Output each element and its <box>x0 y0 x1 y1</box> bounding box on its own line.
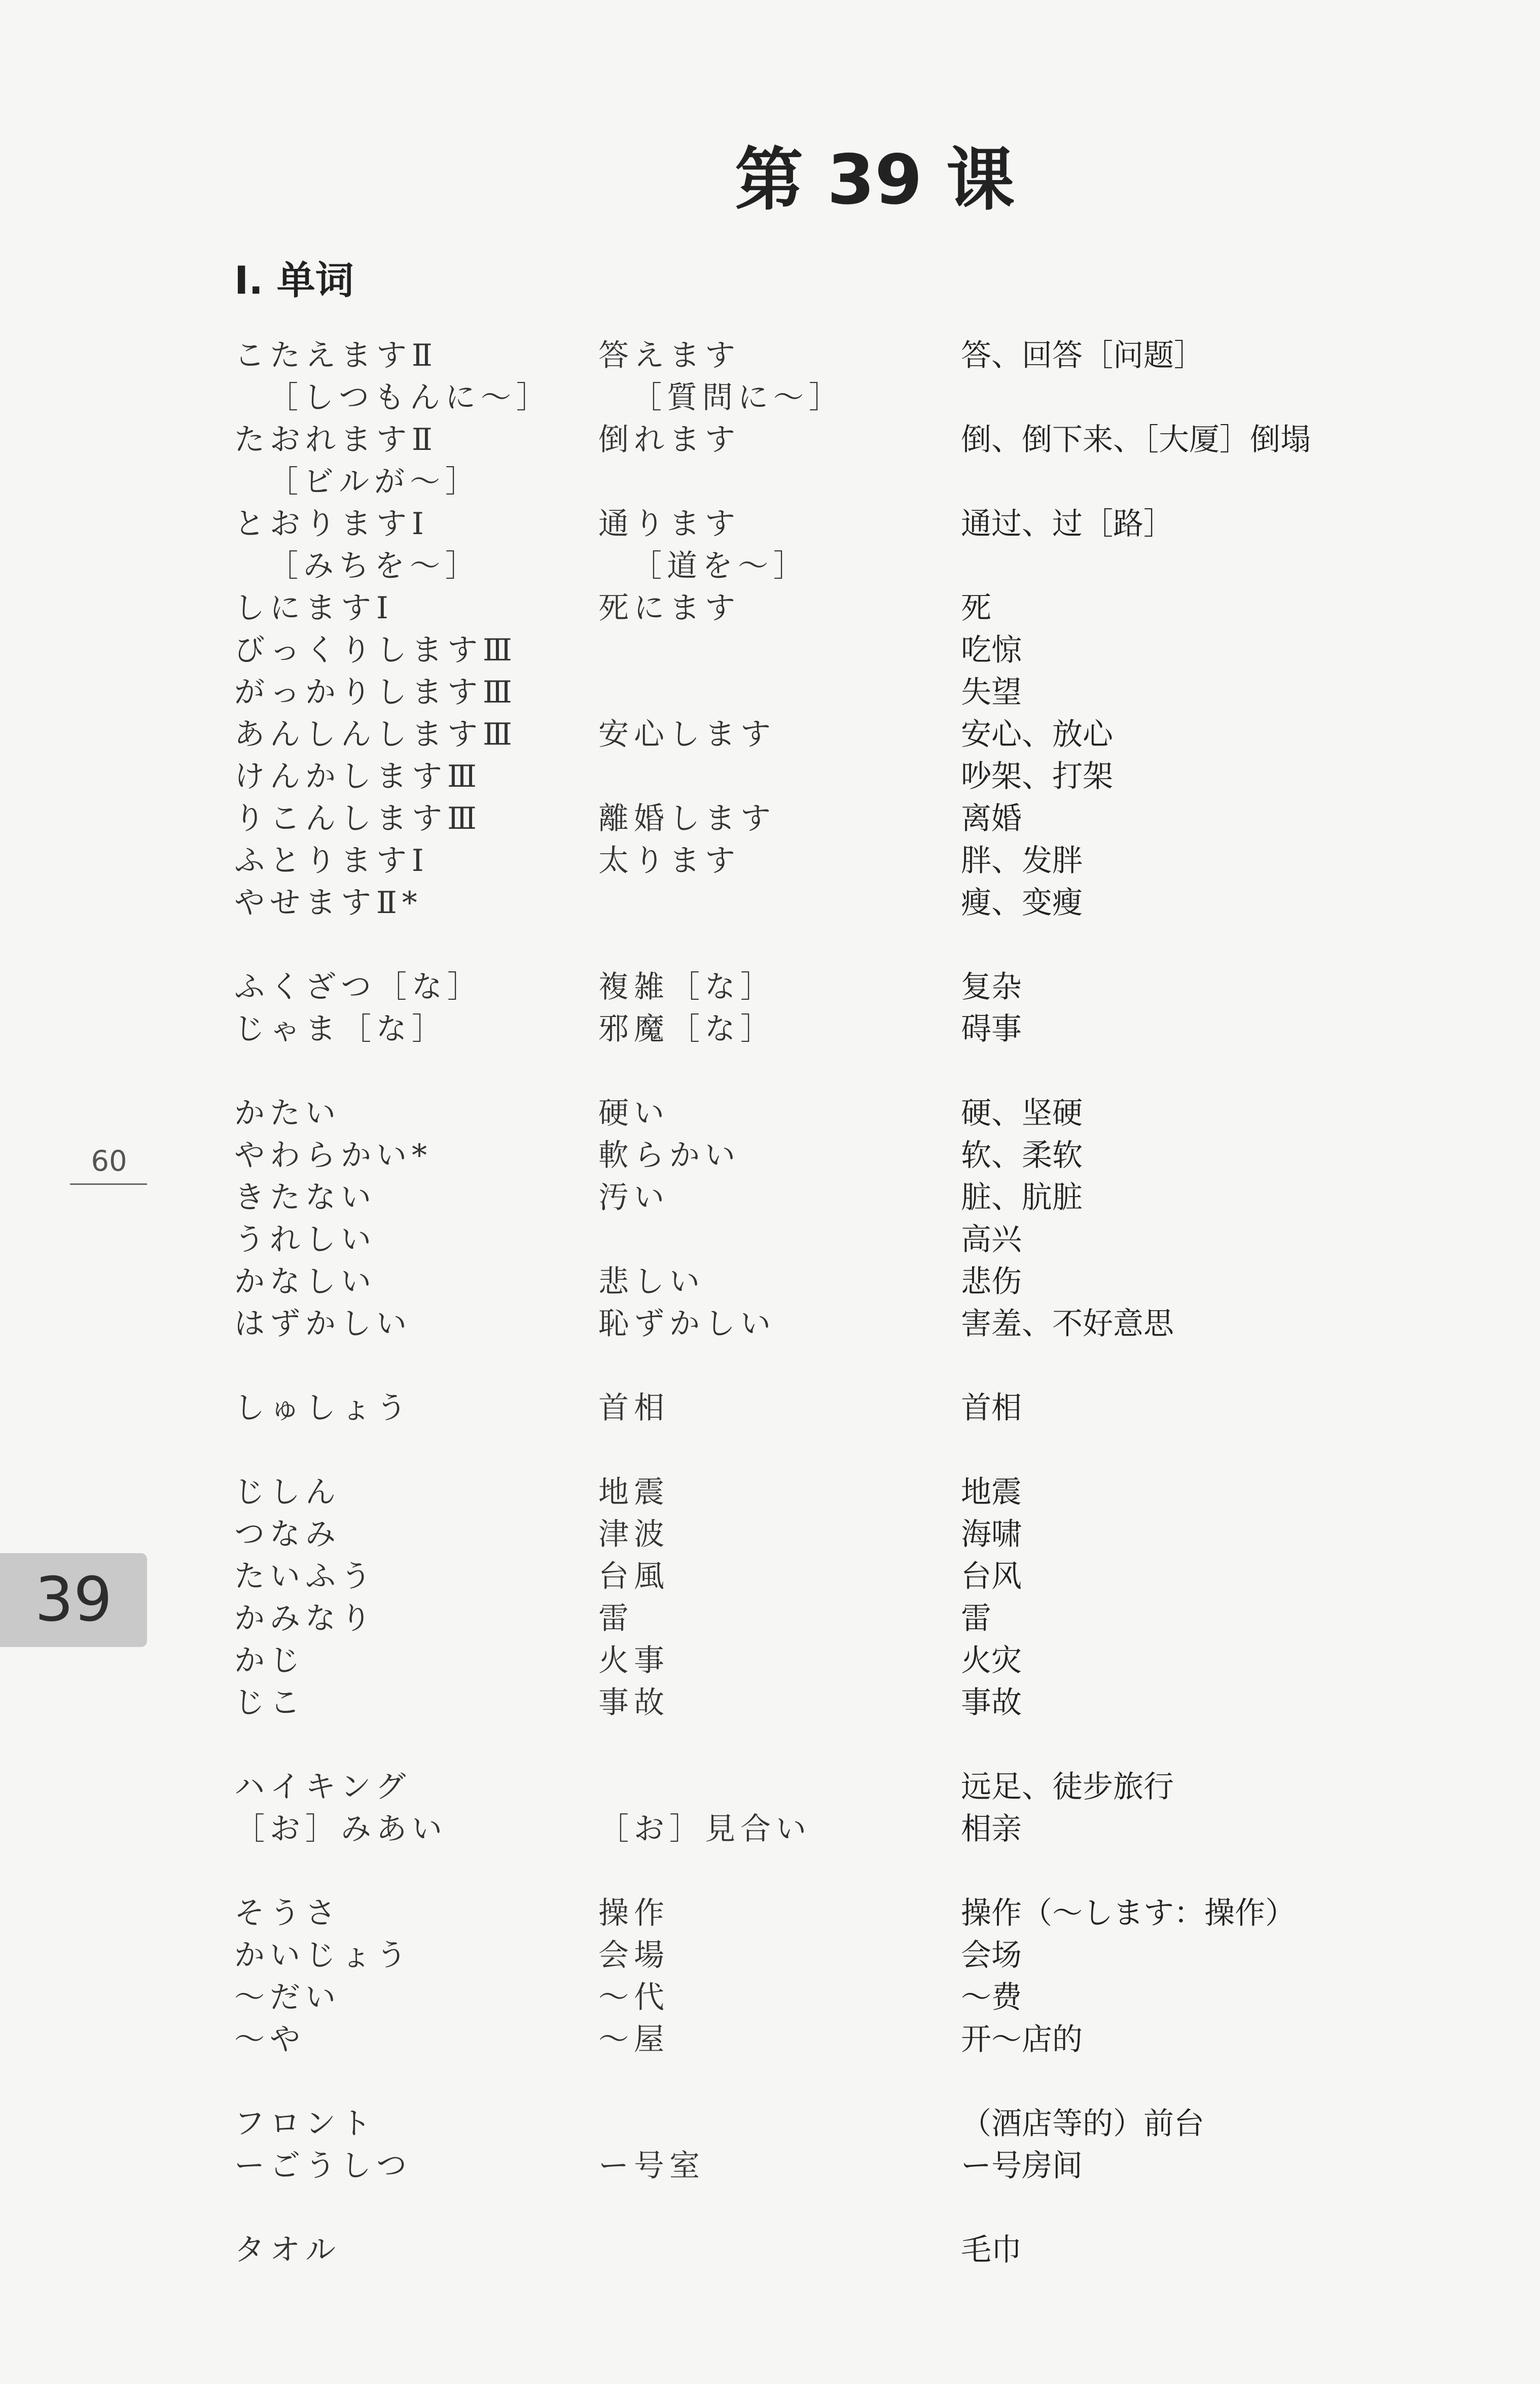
vocab-kana: きたない <box>234 1180 376 1215</box>
vocab-meaning: 倒、倒下来、［大厦］倒塌 <box>961 422 1311 458</box>
vocab-kana: しにますⅠ <box>234 590 393 626</box>
vocab-meaning: 相亲 <box>961 1811 1022 1847</box>
section-heading: I. 单词 <box>234 258 354 303</box>
vocab-row <box>0 1387 1540 1429</box>
vocab-meaning: 首相 <box>961 1390 1022 1426</box>
vocab-kana: しゅしょう <box>234 1390 412 1426</box>
vocab-kanji: 安心します <box>598 717 776 752</box>
vocab-meaning: 硬、坚硬 <box>961 1096 1083 1131</box>
vocab-kana: かいじょう <box>234 1938 412 1973</box>
vocab-kana: かみなり <box>234 1601 376 1636</box>
vocab-meaning: 碍事 <box>961 1011 1022 1047</box>
vocab-meaning: 雷 <box>961 1601 991 1636</box>
lesson-tab <box>0 1553 147 1647</box>
vocab-kanji: ～屋 <box>598 2022 669 2057</box>
vocab-kanji: ー号室 <box>598 2148 705 2184</box>
vocab-meaning: （酒店等的）前台 <box>961 2106 1204 2142</box>
vocab-kana: フロント <box>234 2106 376 2142</box>
vocab-meaning: 脏、肮脏 <box>961 1180 1083 1215</box>
vocab-meaning: 台风 <box>961 1559 1022 1594</box>
vocab-row <box>0 1261 1540 1303</box>
vocab-kana: はずかしい <box>234 1306 412 1342</box>
vocab-kana: とおりますⅠ <box>234 506 429 542</box>
vocab-kanji: 事故 <box>598 1685 669 1721</box>
vocab-row <box>0 798 1540 840</box>
vocab-row <box>0 377 1540 419</box>
vocab-kana: ふくざつ［な］ <box>234 969 483 1005</box>
vocab-kana: ［みちを～］ <box>268 548 481 584</box>
vocab-kanji: 雷 <box>598 1601 634 1636</box>
vocab-row <box>0 545 1540 587</box>
vocab-kanji: 操作 <box>598 1896 669 1931</box>
vocab-meaning: 地震 <box>961 1475 1022 1510</box>
vocab-row <box>0 672 1540 714</box>
vocab-kanji: 死にます <box>598 590 740 626</box>
vocab-row <box>0 1177 1540 1219</box>
vocab-row <box>0 2103 1540 2145</box>
vocab-kana: ［ビルが～］ <box>268 464 481 500</box>
vocab-row <box>0 461 1540 503</box>
vocab-row <box>0 1303 1540 1345</box>
vocab-meaning: ～费 <box>961 1980 1022 2015</box>
vocab-meaning: 失望 <box>961 675 1022 710</box>
vocab-kana: やせますⅡ* <box>234 885 422 921</box>
vocab-kana: タオル <box>234 2232 341 2268</box>
vocab-meaning: 高兴 <box>961 1222 1022 1257</box>
vocab-kana: じしん <box>234 1475 341 1510</box>
vocab-row <box>0 1892 1540 1935</box>
vocab-kana: がっかりしますⅢ <box>234 675 517 710</box>
vocab-kana: じゃま［な］ <box>234 1011 447 1047</box>
vocab-row <box>0 1682 1540 1724</box>
vocab-row <box>0 419 1540 461</box>
vocab-meaning: 死 <box>961 590 991 626</box>
vocab-meaning: 吃惊 <box>961 633 1022 668</box>
vocab-kanji: 悲しい <box>598 1264 705 1300</box>
vocab-row <box>0 714 1540 756</box>
vocab-kanji: ［道を～］ <box>631 548 809 584</box>
vocab-row <box>0 1556 1540 1598</box>
vocab-row <box>0 882 1540 924</box>
vocab-kanji: 倒れます <box>598 422 740 458</box>
vocab-kana: そうさ <box>234 1896 341 1931</box>
vocab-kana: うれしい <box>234 1222 376 1257</box>
vocab-row <box>0 1598 1540 1640</box>
vocab-kanji: 津波 <box>598 1517 669 1552</box>
vocab-row <box>0 629 1540 672</box>
vocab-kanji: 恥ずかしい <box>598 1306 776 1342</box>
vocab-kana: ふとりますⅠ <box>234 843 429 879</box>
vocab-kana: りこんしますⅢ <box>234 801 482 836</box>
vocab-kanji: 首相 <box>598 1390 669 1426</box>
vocab-meaning: 复杂 <box>961 969 1022 1005</box>
vocab-kana: たいふう <box>234 1559 376 1594</box>
vocab-meaning: 事故 <box>961 1685 1022 1721</box>
vocab-meaning: 离婚 <box>961 801 1022 836</box>
vocab-kana: びっくりしますⅢ <box>234 633 517 668</box>
vocab-row <box>0 1093 1540 1135</box>
vocab-row <box>0 503 1540 545</box>
vocab-meaning: 通过、过［路］ <box>961 506 1174 542</box>
vocab-meaning: 会场 <box>961 1938 1022 1973</box>
vocab-row <box>0 966 1540 1008</box>
vocab-row <box>0 1219 1540 1261</box>
vocab-row <box>0 1135 1540 1177</box>
vocab-kana: たおれますⅡ <box>234 422 438 458</box>
vocab-row <box>0 587 1540 629</box>
vocab-kanji: 会場 <box>598 1938 669 1973</box>
vocab-meaning: ー号房间 <box>961 2148 1083 2184</box>
vocab-meaning: 软、柔软 <box>961 1138 1083 1173</box>
lesson-title: 第 39 课 <box>735 140 1015 220</box>
vocab-kanji: 通ります <box>598 506 740 542</box>
page-number-rule <box>70 1183 147 1185</box>
vocab-kana: かなしい <box>234 1264 376 1300</box>
vocab-kana: ［しつもんに～］ <box>268 380 552 415</box>
vocab-row <box>0 1640 1540 1682</box>
vocab-kana: つなみ <box>234 1517 341 1552</box>
vocab-meaning: 悲伤 <box>961 1264 1022 1300</box>
vocab-kana: ーごうしつ <box>234 2148 412 2184</box>
vocab-kana: ～だい <box>234 1980 341 2015</box>
vocab-meaning: 安心、放心 <box>961 717 1113 752</box>
vocab-kanji: ～代 <box>598 1980 669 2015</box>
vocab-meaning: 瘦、变瘦 <box>961 885 1083 921</box>
vocab-row <box>0 1977 1540 2019</box>
vocab-kanji: 地震 <box>598 1475 669 1510</box>
vocab-kanji: 汚い <box>598 1180 669 1215</box>
vocab-kana: けんかしますⅢ <box>234 759 482 794</box>
vocab-row <box>0 2145 1540 2187</box>
vocab-kana: こたえますⅡ <box>234 338 438 373</box>
vocab-meaning: 海啸 <box>961 1517 1022 1552</box>
vocab-kanji: 硬い <box>598 1096 669 1131</box>
vocab-row <box>0 1008 1540 1050</box>
vocab-kana: かたい <box>234 1096 341 1131</box>
vocab-kana: あんしんしますⅢ <box>234 717 517 752</box>
vocab-row <box>0 756 1540 798</box>
vocab-row <box>0 840 1540 882</box>
vocab-kana: じこ <box>234 1685 305 1721</box>
vocab-kanji: 軟らかい <box>598 1138 740 1173</box>
page-number: 60 <box>91 1145 127 1178</box>
vocab-row <box>0 1808 1540 1850</box>
vocab-row <box>0 1471 1540 1514</box>
vocab-meaning: 答、回答［问题］ <box>961 338 1204 373</box>
vocab-row <box>0 2229 1540 2271</box>
vocab-kana: ［お］みあい <box>234 1811 447 1847</box>
vocab-kanji: 離婚します <box>598 801 776 836</box>
vocab-row <box>0 1766 1540 1808</box>
vocab-kana: かじ <box>234 1643 305 1678</box>
vocab-meaning: 害羞、不好意思 <box>961 1306 1174 1342</box>
vocab-kanji: 邪魔［な］ <box>598 1011 776 1047</box>
vocab-kanji: 太ります <box>598 843 740 879</box>
vocab-row <box>0 1514 1540 1556</box>
vocab-row <box>0 1935 1540 1977</box>
vocab-row <box>0 335 1540 377</box>
lesson-tab-label: 39 <box>34 1565 113 1635</box>
vocab-meaning: 火灾 <box>961 1643 1022 1678</box>
vocab-meaning: 操作（～します：操作） <box>961 1896 1296 1931</box>
vocab-row <box>0 2019 1540 2061</box>
vocab-kanji: 火事 <box>598 1643 669 1678</box>
vocab-meaning: 开～店的 <box>961 2022 1083 2057</box>
vocab-kana: ～や <box>234 2022 305 2057</box>
vocab-meaning: 毛巾 <box>961 2232 1022 2268</box>
vocab-meaning: 胖、发胖 <box>961 843 1083 879</box>
vocab-kana: ハイキング <box>234 1769 411 1805</box>
vocab-kana: やわらかい* <box>234 1138 432 1173</box>
vocab-kanji: ［質問に～］ <box>631 380 844 415</box>
vocab-meaning: 远足、徒步旅行 <box>961 1769 1174 1805</box>
vocab-kanji: 台風 <box>598 1559 669 1594</box>
vocab-kanji: ［お］見合い <box>598 1811 811 1847</box>
vocab-kanji: 複雑［な］ <box>598 969 776 1005</box>
vocab-kanji: 答えます <box>598 338 740 373</box>
vocab-meaning: 吵架、打架 <box>961 759 1113 794</box>
